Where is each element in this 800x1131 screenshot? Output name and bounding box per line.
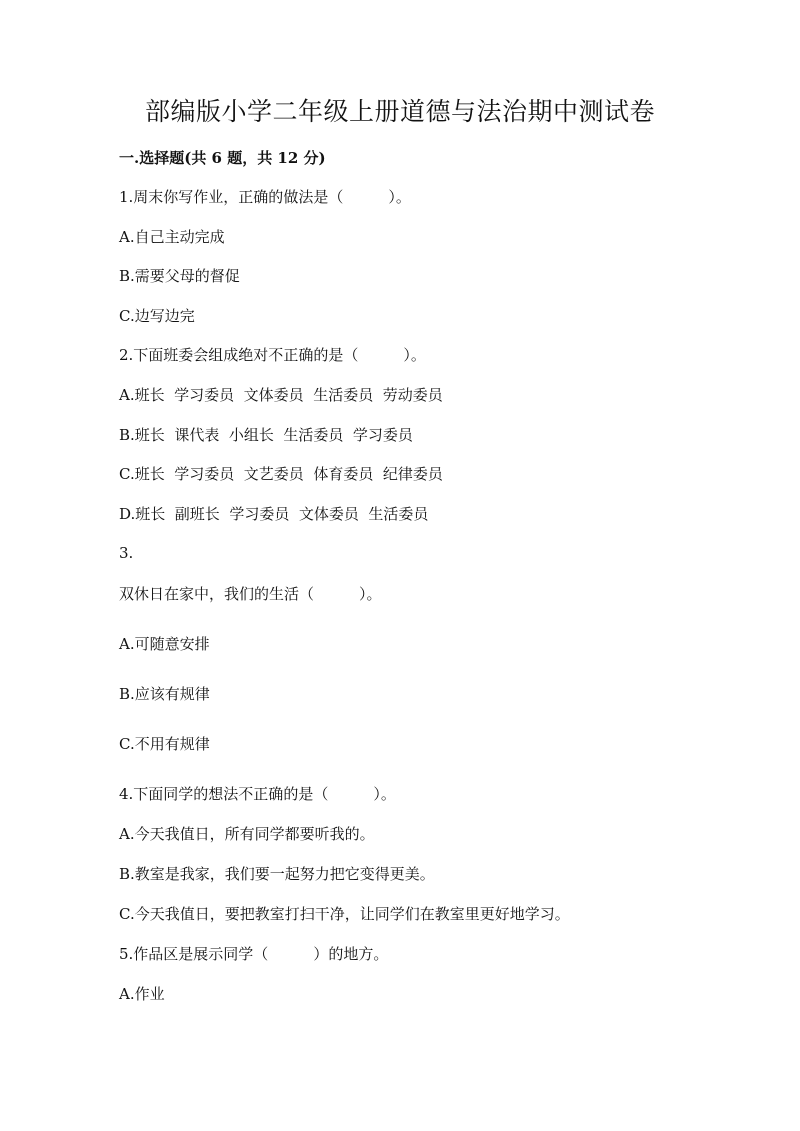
question-4-option-a: A.今天我值日，所有同学都要听我的。	[119, 825, 375, 843]
question-1-option-b: B.需要父母的督促	[119, 267, 240, 285]
question-2-option-a: A.班长 学习委员 文体委员 生活委员 劳动委员	[119, 386, 443, 404]
question-3-option-b: B.应该有规律	[119, 685, 210, 703]
question-2-option-b: B.班长 课代表 小组长 生活委员 学习委员	[119, 426, 413, 444]
question-5-stem: 5.作品区是展示同学（ ）的地方。	[119, 945, 389, 963]
question-3-option-c: C.不用有规律	[119, 735, 210, 753]
question-2-option-d: D.班长 副班长 学习委员 文体委员 生活委员	[119, 505, 429, 523]
section-heading: 一.选择题(共 6 题，共 12 分)	[119, 149, 326, 167]
question-3-option-a: A.可随意安排	[119, 635, 210, 653]
question-4-option-c: C.今天我值日，要把教室打扫干净，让同学们在教室里更好地学习。	[119, 905, 570, 923]
page-title: 部编版小学二年级上册道德与法治期中测试卷	[144, 97, 655, 126]
question-3-number: 3.	[119, 544, 134, 562]
question-4-stem: 4.下面同学的想法不正确的是（ ）。	[119, 785, 396, 803]
question-1-stem: 1.周末你写作业，正确的做法是（ ）。	[119, 188, 411, 206]
question-2-stem: 2.下面班委会组成绝对不正确的是（ ）。	[119, 346, 426, 364]
question-1-option-a: A.自己主动完成	[119, 228, 225, 246]
question-2-option-c: C.班长 学习委员 文艺委员 体育委员 纪律委员	[119, 465, 443, 483]
question-4-option-b: B.教室是我家，我们要一起努力把它变得更美。	[119, 865, 435, 883]
question-1-option-c: C.边写边完	[119, 307, 195, 325]
question-3-stem: 双休日在家中，我们的生活（ ）。	[119, 585, 382, 603]
question-5-option-a: A.作业	[119, 985, 165, 1003]
